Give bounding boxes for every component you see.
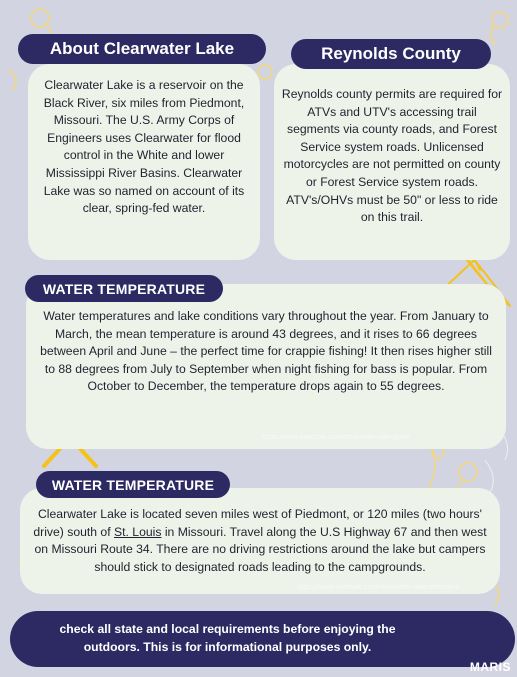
st-louis-link[interactable]: St. Louis bbox=[114, 524, 162, 539]
brand-watermark: MARIS bbox=[469, 660, 511, 674]
location-source: https://www.example.com/clearwater-lake-directions bbox=[298, 584, 460, 591]
location-body-after: in Missouri. Travel along the U.S Highway 67 and then west on Missouri Route 34. There are no driving restrictions around the lake but campers should stick to designated roads leading to the campgrounds. bbox=[34, 524, 487, 574]
footer-banner bbox=[10, 611, 515, 667]
county-body: Reynolds county permits are required for ATVs and UTV's accessing trail segments via county roads, and Forest Service system roads. Unlicensed motorcycles are not permitted on county or Forest Service system roads. ATV's/OHVs must be 50" or less to ride on this trail. bbox=[281, 87, 503, 225]
county-card bbox=[274, 64, 510, 260]
location-body-before: Clearwater Lake is located seven miles west of Piedmont, or 120 miles (two hours' drive) south of bbox=[33, 507, 482, 539]
water-temp-title: WATER TEMPERATURE bbox=[25, 275, 223, 302]
water-temp-body: Water temperatures and lake conditions vary throughout the year. From January to March, the mean temperature is around 43 degrees, and it rises to 66 degrees between April and June – the perfect time for crappie fishing! It then rises higher still to 88 degrees from July to September when night fishing for bass is popular. From October to December, the temperature drops again to 55 degrees. bbox=[40, 309, 492, 394]
water-temp-card bbox=[26, 284, 506, 449]
about-body: Clearwater Lake is a reservoir on the Black River, six miles from Piedmont, Missouri. The U.S. Army Corps of Engineers uses Clearwater for flood control in the White and lower Mississippi River Basins. Clearwater Lake was so named on account of its clear, spring-fed water. bbox=[43, 78, 245, 216]
location-title: WATER TEMPERATURE bbox=[36, 471, 230, 498]
location-body bbox=[32, 506, 488, 576]
location-card bbox=[20, 488, 500, 594]
county-title: Reynolds County bbox=[291, 39, 491, 69]
footer-text: check all state and local requirements before enjoying the outdoors. This is for informational purposes only. bbox=[59, 622, 396, 654]
about-card bbox=[28, 64, 260, 260]
water-temp-source: https://www.example.com/clearwater-lake-guide bbox=[262, 434, 411, 441]
about-title: About Clearwater Lake bbox=[18, 34, 266, 64]
